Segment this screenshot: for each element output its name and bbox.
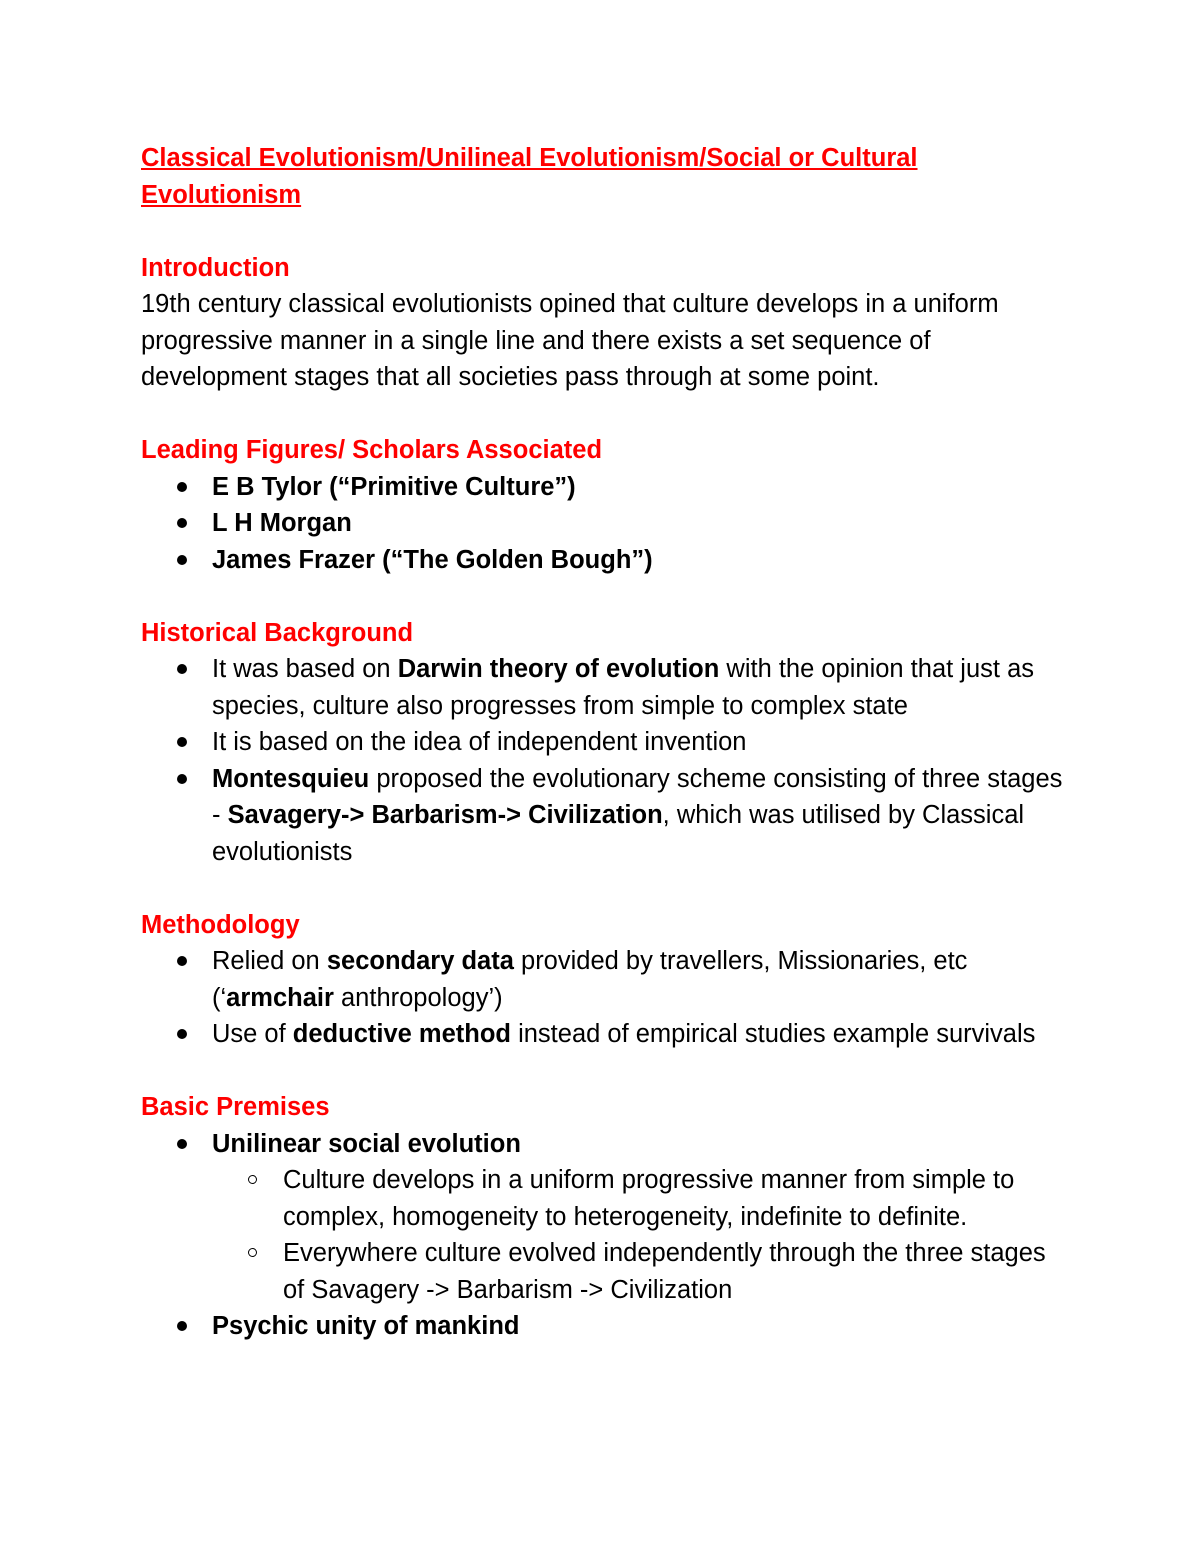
bullet-icon <box>177 737 187 747</box>
figure-morgan: L H Morgan <box>212 509 352 537</box>
list-item <box>141 761 1071 871</box>
text-run: Everywhere culture evolved independently through the three stages of Savagery -> Barbarism -> Civilization <box>283 1239 1046 1304</box>
text-run: It was based on <box>212 655 398 683</box>
text-run: proposed the evolutionary scheme consisting of three stages - <box>212 764 1063 829</box>
leading-figures-list <box>141 469 1071 579</box>
text-run: with the opinion that just as species, culture also progresses from simple to complex state <box>212 655 1035 720</box>
bold-term: Darwin theory of evolution <box>397 655 720 683</box>
bold-term: secondary data <box>326 947 514 975</box>
bold-term: armchair <box>226 983 334 1012</box>
hollow-bullet-icon <box>248 1248 257 1257</box>
methodology-list <box>141 943 1071 1053</box>
document-title: Classical Evolutionism/Unilineal Evolutionism/Social or Cultural Evolutionism <box>141 144 918 209</box>
sub-list-item <box>211 1235 1071 1308</box>
bold-term: Psychic unity of mankind <box>212 1312 520 1340</box>
basic-premises-list <box>141 1126 1071 1345</box>
text-run: , which was utilised by Classical evolutionists <box>212 801 1025 866</box>
bullet-icon <box>177 1321 187 1331</box>
text-run: instead of empirical studies example survivals <box>511 1020 1036 1048</box>
bold-term: deductive method <box>292 1020 511 1048</box>
list-item <box>141 651 1071 724</box>
hollow-bullet-icon <box>248 1175 257 1184</box>
list-item <box>141 1126 1071 1309</box>
bold-term: Unilinear social evolution <box>212 1129 521 1158</box>
document-page <box>141 140 1071 1345</box>
list-item <box>141 724 1071 761</box>
historical-background-heading: Historical Background <box>141 618 414 647</box>
leading-figures-heading: Leading Figures/ Scholars Associated <box>141 436 603 464</box>
historical-background-list <box>141 651 1071 870</box>
list-item <box>141 943 1071 1016</box>
sub-list <box>212 1162 1071 1308</box>
introduction-heading: Introduction <box>141 253 290 282</box>
bullet-icon <box>177 956 187 966</box>
basic-premises-heading: Basic Premises <box>141 1093 330 1121</box>
text-run: Culture develops in a uniform progressive manner from simple to complex, homogeneity to heterogeneity, indefinite to definite. <box>283 1166 1015 1231</box>
bold-term: Montesquieu <box>212 764 370 793</box>
text-run: Use of <box>212 1020 293 1048</box>
list-item <box>141 1308 1071 1345</box>
figure-frazer: James Frazer (“The Golden Bough”) <box>212 545 653 574</box>
methodology-heading: Methodology <box>141 910 300 939</box>
introduction-text: 19th century classical evolutionists opined that culture develops in a uniform progressive manner in a single line and there exists a set sequence of development stages that all societies pass through at some point. <box>141 290 999 391</box>
list-item <box>141 469 1071 506</box>
bullet-icon <box>177 664 187 674</box>
text-run: provided by travellers, Missionaries, etc (‘ <box>212 947 968 1012</box>
figure-tylor: E B Tylor (“Primitive Culture”) <box>212 472 576 501</box>
bullet-icon <box>177 774 187 784</box>
text-run: It is based on the idea of independent invention <box>212 728 747 756</box>
sub-list-item <box>211 1162 1071 1235</box>
bullet-icon <box>177 1139 187 1149</box>
list-item <box>141 542 1071 579</box>
bullet-icon <box>177 1029 187 1039</box>
list-item <box>141 1016 1071 1053</box>
text-run: Relied on <box>212 947 327 975</box>
bullet-icon <box>177 555 187 565</box>
bullet-icon <box>177 518 187 528</box>
list-item <box>141 505 1071 542</box>
bullet-icon <box>177 482 187 492</box>
bold-term: Savagery-> Barbarism-> Civilization <box>227 801 663 829</box>
text-run: anthropology’) <box>333 983 503 1012</box>
